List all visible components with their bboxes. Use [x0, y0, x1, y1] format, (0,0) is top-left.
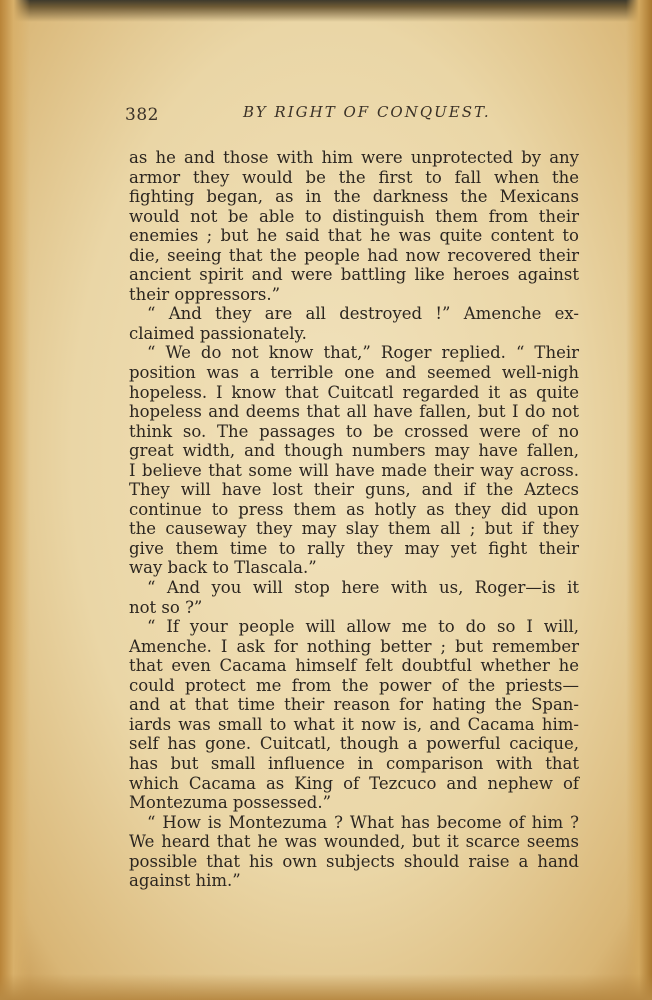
text-line: give them time to rally they may yet fight their — [129, 538, 579, 558]
page-number: 382 — [125, 105, 159, 125]
page-right-edge — [626, 0, 652, 1000]
text-line: continue to press them as hotly as they did upon — [129, 499, 579, 519]
page-top-edge — [0, 0, 652, 22]
text-line: I believe that some will have made their way across. — [129, 460, 579, 480]
page-header — [125, 103, 580, 127]
text-line: and at that time their reason for hating the Span- — [129, 695, 579, 715]
page-left-edge — [0, 0, 30, 1000]
text-line: has but small influence in comparison with that — [129, 753, 579, 773]
text-line: against him.” — [129, 871, 241, 891]
text-line: armor they would be the first to fall when the — [129, 167, 579, 187]
text-line: could protect me from the power of the priests— — [129, 675, 579, 695]
text-line: Montezuma possessed.” — [129, 793, 332, 813]
text-line: claimed passionately. — [129, 323, 307, 343]
text-line: We heard that he was wounded, but it scarce seems — [129, 832, 579, 852]
text-line: the causeway they may slay them all ; but if they — [129, 519, 579, 539]
running-title: BY RIGHT OF CONQUEST. — [243, 103, 491, 121]
text-line: ancient spirit and were battling like heroes against — [129, 265, 579, 285]
text-line: their oppressors.” — [129, 284, 281, 304]
body-text — [129, 148, 579, 891]
text-line: “ If your people will allow me to do so I will, — [147, 617, 579, 637]
text-line: self has gone. Cuitcatl, though a powerful cacique, — [129, 734, 579, 754]
text-line: “ And you will stop here with us, Roger—is it — [147, 578, 579, 598]
text-line: hopeless. I know that Cuitcatl regarded it as quite — [129, 382, 579, 402]
text-line: would not be able to distinguish them from their — [129, 206, 579, 226]
text-line: fighting began, as in the darkness the Mexicans — [129, 187, 579, 207]
text-line: Amenche. I ask for nothing better ; but remember — [129, 636, 579, 656]
text-line: think so. The passages to be crossed were of no — [129, 421, 579, 441]
text-line: “ We do not know that,” Roger replied. “ Their — [147, 343, 579, 363]
text-line: way back to Tlascala.” — [129, 558, 317, 578]
text-line: enemies ; but he said that he was quite content to — [129, 226, 579, 246]
text-line: iards was small to what it now is, and Cacama him- — [129, 714, 579, 734]
text-line: possible that his own subjects should raise a hand — [129, 851, 579, 871]
text-line: hopeless and deems that all have fallen, but I do not — [129, 402, 579, 422]
text-line: “ And they are all destroyed !” Amenche ex- — [147, 304, 579, 324]
page-bottom-edge — [0, 974, 652, 1000]
text-line: They will have lost their guns, and if the Aztecs — [129, 480, 579, 500]
text-line: not so ?” — [129, 597, 203, 617]
text-line: as he and those with him were unprotected by any — [129, 148, 579, 167]
text-line: position was a terrible one and seemed well-nigh — [129, 363, 579, 383]
text-line: “ How is Montezuma ? What has become of him ? — [147, 812, 579, 832]
text-line: great width, and though numbers may have fallen, — [129, 441, 579, 461]
text-line: die, seeing that the people had now recovered their — [129, 245, 579, 265]
text-line: that even Cacama himself felt doubtful whether he — [129, 656, 579, 676]
text-line: which Cacama as King of Tezcuco and nephew of — [129, 773, 579, 793]
